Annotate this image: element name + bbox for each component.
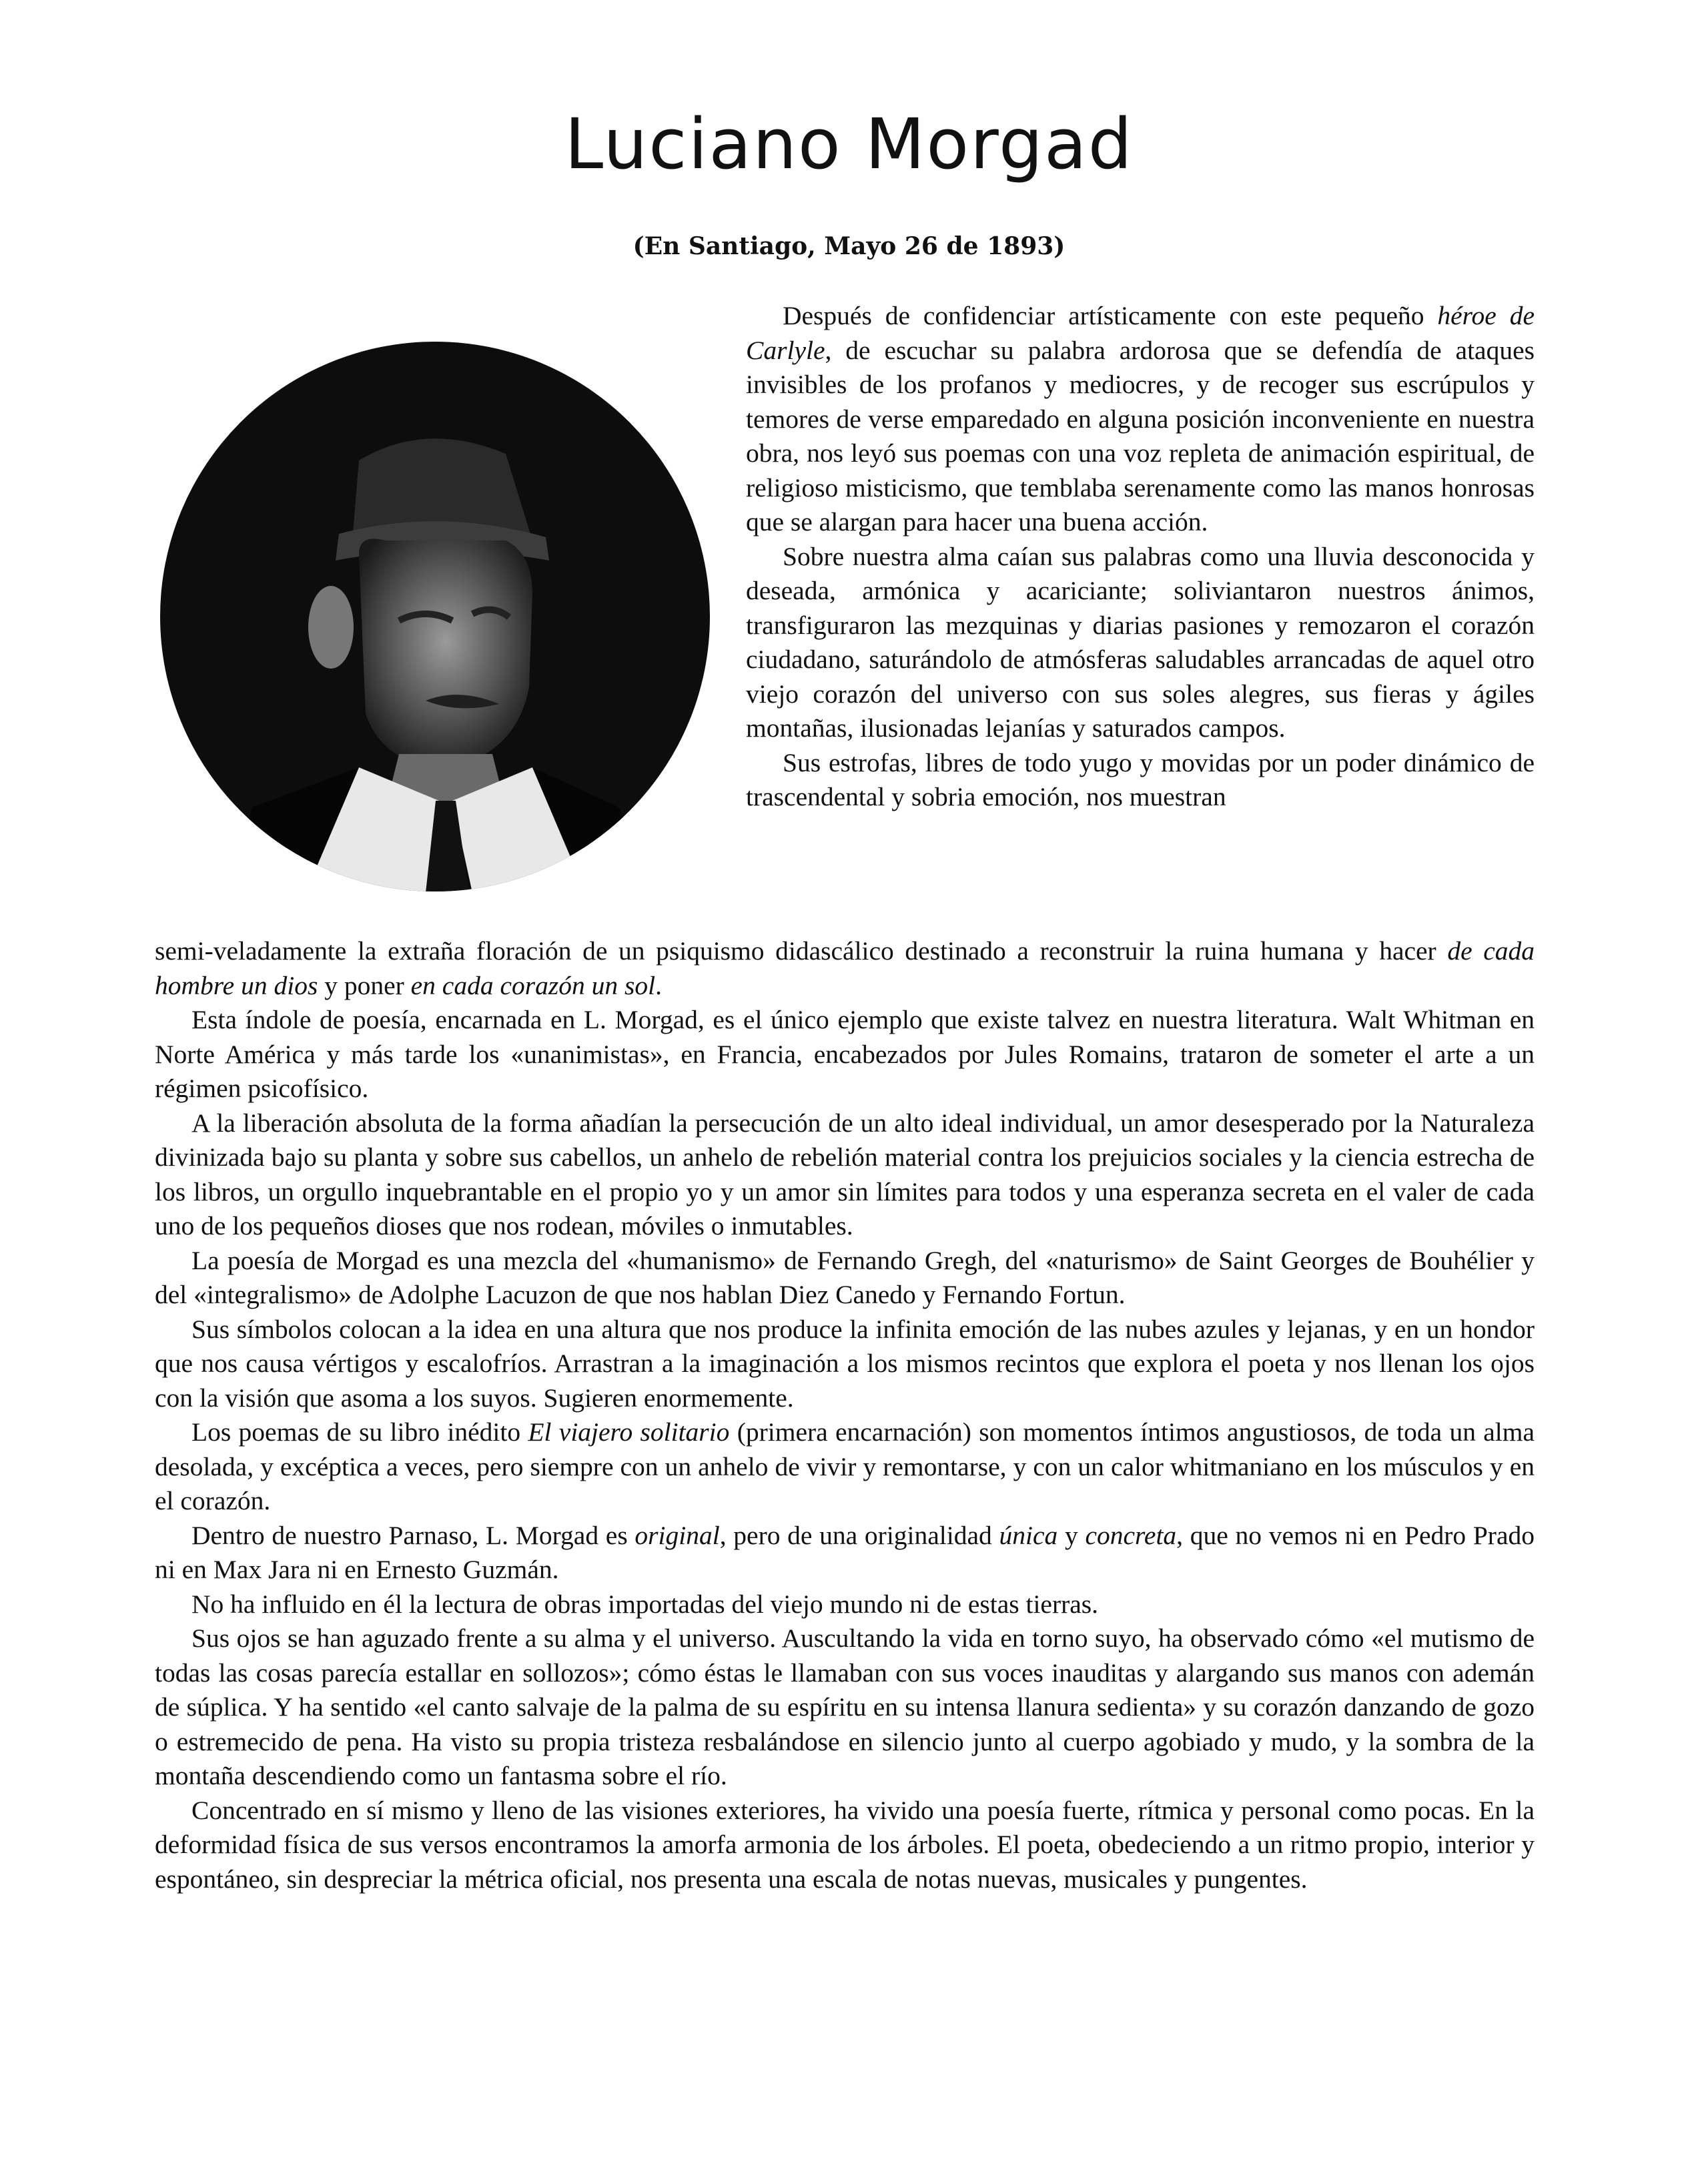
- paragraph: Esta índole de poesía, encarnada en L. Morgad, es el único ejemplo que existe talvez en nuestra literatura. Walt Whitman en Norte América y más tarde los «unanimistas», en Francia, encabezados por Jules Romains, trataron de someter el arte a un régimen psicofísico.: [155, 1005, 1535, 1103]
- dateline: (En Santiago, Mayo 26 de 1893): [632, 232, 1066, 260]
- paragraph: A la liberación absoluta de la forma añadían la persecución de un alto ideal individual, un amor desesperado por la Naturaleza divinizada bajo su planta y sobre sus cabellos, un anhelo de rebelión material contra los prejuicios sociales y la ciencia estrecha de los libros, un orgullo inquebrantable en el propio yo y un amor sin límites para todos y una esperanza secreta en el valer de cada uno de los pequeños dioses que nos rodean, móviles o inmutables.: [155, 1108, 1535, 1240]
- paragraph: La poesía de Morgad es una mezcla del «humanismo» de Fernando Gregh, del «naturismo» de Saint Georges de Bouhélier y del «integralismo» de Adolphe Lacuzon de que nos hablan Diez Canedo y Fernando Fortun.: [155, 1245, 1535, 1309]
- article-text-body: [155, 934, 1535, 1896]
- page-title: Luciano Morgad: [564, 103, 1134, 185]
- paragraph: Después de confidenciar artísticamente con este pequeño héroe de Carlyle, de escuchar su palabra ardorosa que se defendía de ataques invisibles de los profanos y mediocres, y de recoger sus escrúpulos y temores de verse emparedado en alguna posición inconveniente en nuestra obra, nos leyó sus poemas con una voz repleta de animación espiritual, de religioso misticismo, que temblaba serenamente como las manos honrosas que se alargan para hacer una buena acción.: [746, 301, 1535, 536]
- author-portrait: [159, 340, 711, 893]
- paragraph: Concentrado en sí mismo y lleno de las visiones exteriores, ha vivido una poesía fuerte, rítmica y personal como pocas. En la deformidad física de sus versos encontramos la amorfa armonia de los árboles. El poeta, obedeciendo a un ritmo propio, interior y espontáneo, sin despreciar la métrica oficial, nos presenta una escala de notas nuevas, musicales y pungentes.: [155, 1795, 1535, 1894]
- paragraph: Sus estrofas, libres de todo yugo y movidas por un poder dinámico de trascendental y sobria emoción, nos muestran: [746, 747, 1535, 811]
- paragraph: Dentro de nuestro Parnaso, L. Morgad es original, pero de una originalidad única y concreta, que no vemos ni en Pedro Prado ni en Max Jara ni en Ernesto Guzmán.: [155, 1520, 1535, 1584]
- paragraph-continuation: semi-veladamente la extraña floración de un psiquismo didascálico destinado a reconstruir la ruina humana y hacer de cada hombre un dios y poner en cada corazón un sol.: [155, 936, 1535, 1000]
- paragraph: Sobre nuestra alma caían sus palabras como una lluvia desconocida y deseada, armónica y acariciante; soliviantaron nuestros ánimos, transfiguraron las mezquinas y diarias pasiones y remozaron el corazón ciudadano, saturándolo de atmósferas saludables arrancadas de aquel otro viejo corazón del universo con sus soles alegres, sus fieras y ágiles montañas, ilusionadas lejanías y saturados campos.: [746, 541, 1535, 743]
- paragraph: Los poemas de su libro inédito El viajero solitario (primera encarnación) son momentos íntimos angustiosos, de toda un alma desolada, y excéptica a veces, pero siempre con un anhelo de vivir y remontarse, y con un calor whitmaniano en los músculos y en el corazón.: [155, 1417, 1535, 1515]
- article-text-top: [746, 299, 1535, 815]
- paragraph: Sus ojos se han aguzado frente a su alma y el universo. Auscultando la vida en torno suyo, ha observado cómo «el mutismo de todas las cosas parecía estallar en sollozos»; cómo éstas le llamaban con sus voces inauditas y alargando sus manos con ademán de súplica. Y ha sentido «el canto salvaje de la palma de su espíritu en su intensa llanura sedienta» y su corazón danzando de gozo o estremecido de pena. Ha visto su propia tristeza resbalándose en silencio junto al cuerpo agobiado y mudo, y la sombra de la montaña descendiendo como un fantasma sobre el río.: [155, 1623, 1535, 1790]
- paragraph: No ha influido en él la lectura de obras importadas del viejo mundo ni de estas tierras.: [191, 1589, 1099, 1619]
- paragraph: Sus símbolos colocan a la idea en una altura que nos produce la infinita emoción de las nubes azules y lejanas, y en un hondor que nos causa vértigos y escalofríos. Arrastran a la imaginación a los mismos recintos que explora el poeta y nos llenan los ojos con la visión que asoma a los suyos. Sugieren enormemente.: [155, 1314, 1535, 1413]
